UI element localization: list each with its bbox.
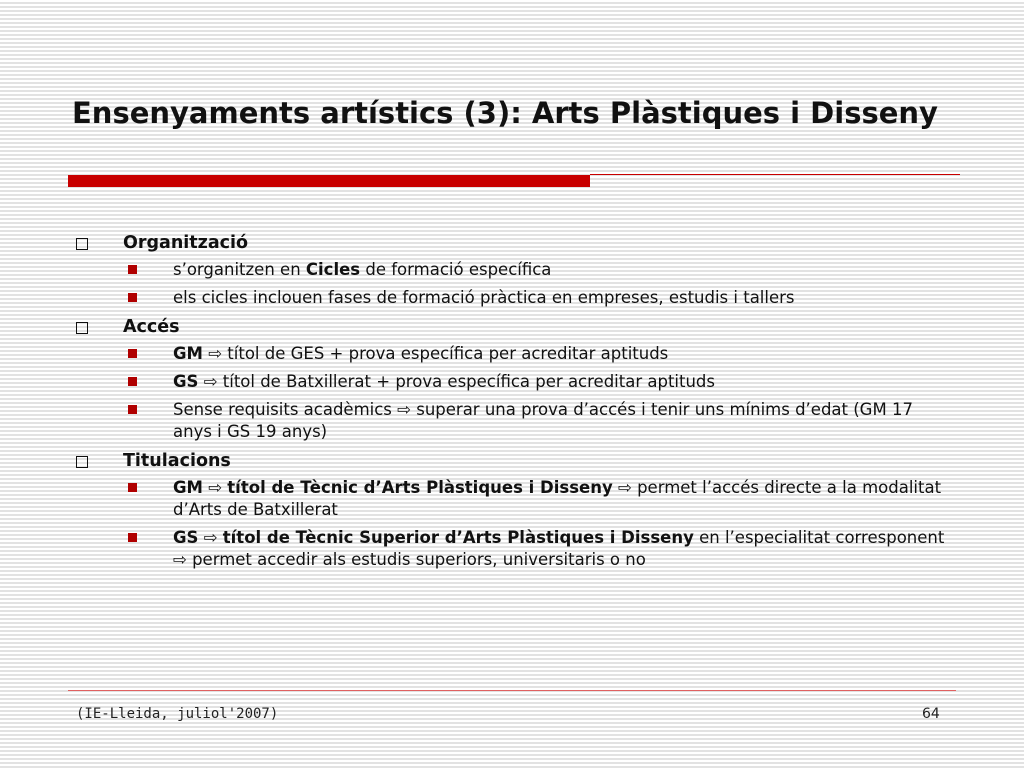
right-arrow-icon: ⇨ — [208, 478, 223, 497]
list-item — [70, 287, 950, 309]
checkbox-bullet-icon — [76, 238, 88, 250]
list-item — [70, 527, 950, 571]
list-item — [70, 399, 950, 443]
footer-divider — [68, 690, 956, 691]
right-arrow-icon: ⇨ — [173, 550, 187, 569]
list-item — [70, 371, 950, 393]
section-heading — [70, 231, 950, 255]
item-text: títol de GES + prova específica per acreditar aptituds — [222, 344, 669, 363]
item-text: permet l’accés directe a la modalitat d’Arts de Batxillerat — [173, 478, 942, 519]
square-bullet-icon — [128, 349, 137, 358]
checkbox-bullet-icon — [76, 456, 88, 468]
section-heading-text: Accés — [123, 317, 180, 337]
section-heading-text: Titulacions — [123, 451, 231, 471]
item-text: els cicles inclouen fases de formació pràctica en empreses, estudis i tallers — [173, 288, 795, 307]
square-bullet-icon — [128, 533, 137, 542]
bold-text: GM — [173, 478, 203, 497]
bold-text: GS — [173, 372, 199, 391]
bold-text: Cicles — [305, 260, 361, 279]
section-heading — [70, 315, 950, 339]
item-text: de formació específica — [360, 260, 552, 279]
bold-text: GM — [173, 344, 203, 363]
checkbox-bullet-icon — [76, 322, 88, 334]
item-text: Sense requisits acadèmics — [173, 400, 398, 419]
section-heading-text: Organització — [123, 233, 249, 253]
item-text: superar una prova d’accés i tenir uns mínims d’edat (GM 17 anys i GS 19 anys) — [173, 400, 913, 441]
bold-text: títol de Tècnic d’Arts Plàstiques i Disseny — [227, 478, 613, 497]
right-arrow-icon: ⇨ — [203, 528, 218, 547]
slide-title: Ensenyaments artístics (3): Arts Plàstiques i Disseny — [72, 96, 938, 130]
square-bullet-icon — [128, 405, 137, 414]
square-bullet-icon — [128, 293, 137, 302]
list-item — [70, 477, 950, 521]
list-item — [70, 343, 950, 365]
right-arrow-icon: ⇨ — [208, 344, 223, 363]
item-text: en l’especialitat corresponent — [693, 528, 945, 547]
slide-content — [70, 228, 950, 577]
right-arrow-icon: ⇨ — [397, 400, 411, 419]
footer-source: (IE-Lleida, juliol'2007) — [76, 706, 279, 722]
right-arrow-icon: ⇨ — [618, 478, 632, 497]
title-accent-line — [590, 174, 960, 175]
list-item — [70, 259, 950, 281]
item-text: s’organitzen en — [173, 260, 306, 279]
title-accent-bar — [68, 175, 590, 187]
item-text: permet accedir als estudis superiors, universitaris o no — [186, 550, 646, 569]
bold-text: GS — [173, 528, 199, 547]
item-text: títol de Batxillerat + prova específica per acreditar aptituds — [217, 372, 715, 391]
square-bullet-icon — [128, 483, 137, 492]
bold-text: títol de Tècnic Superior d’Arts Plàstiques i Disseny — [222, 528, 694, 547]
page-number: 64 — [922, 706, 940, 722]
section-heading — [70, 449, 950, 473]
right-arrow-icon: ⇨ — [203, 372, 218, 391]
square-bullet-icon — [128, 265, 137, 274]
square-bullet-icon — [128, 377, 137, 386]
